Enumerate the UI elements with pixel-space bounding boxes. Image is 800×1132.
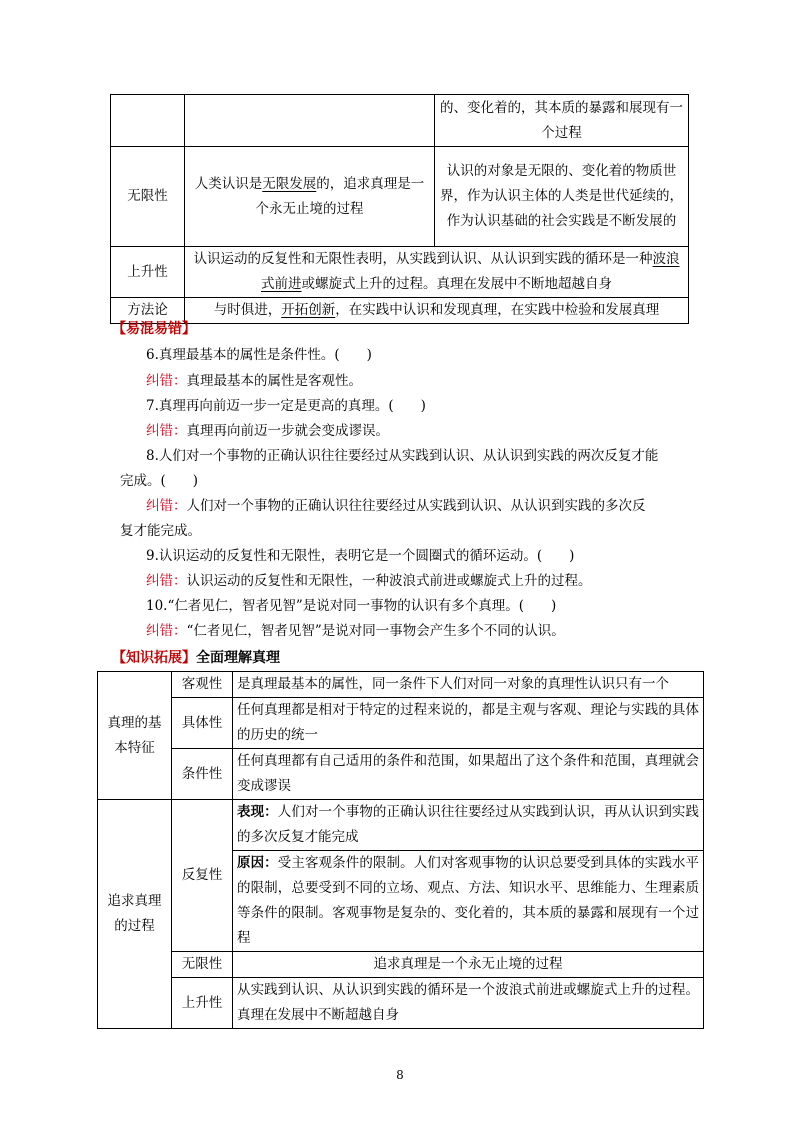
group-label: 追求真理的过程 — [98, 800, 172, 1029]
page-number: 8 — [396, 1068, 404, 1082]
correction-8-line1: 纠错：人们对一个事物的正确认识往往要经过从实践到认识、从认识到实践的多次反 — [146, 498, 646, 514]
question-7: 7.真理再向前迈一步一定是更高的真理。( ) — [146, 398, 426, 414]
table-cell: 任何真理都是相对于特定的过程来说的，都是主观与客观、理论与实践的具体的历史的统一 — [233, 698, 704, 749]
question-6: 6.真理最基本的属性是条件性。( ) — [146, 347, 372, 363]
table-cell: 从实践到认识、从认识到实践的循环是一个波浪式前进或螺旋式上升的过程。真理在发展中不断超越自身 — [233, 978, 704, 1029]
attr-label: 条件性 — [172, 749, 233, 800]
table-row — [111, 95, 689, 147]
section-heading-tuozhan: 【知识拓展】全面理解真理 — [112, 650, 280, 666]
table-row — [98, 952, 704, 978]
table-row — [98, 698, 704, 749]
question-10: 10.“仁者见仁，智者见智”是说对同一事物的认识有多个真理。( ) — [146, 598, 557, 614]
table-cell: 表现：人们对一个事物的正确认识往往要经过从实践到认识，再从认识到实践的多次反复才能完成 — [233, 800, 704, 851]
attr-label: 客观性 — [172, 672, 233, 698]
attr-label: 具体性 — [172, 698, 233, 749]
correction-8-line2: 复才能完成。 — [120, 523, 201, 539]
table-cell: 与时俱进，开拓创新，在实践中认识和发现真理，在实践中检验和发展真理 — [185, 298, 689, 324]
row-label: 上升性 — [111, 247, 185, 298]
question-9: 9.认识运动的反复性和无限性，表明它是一个圆圈式的循环运动。( ) — [146, 548, 575, 564]
table-cell: 人类认识是无限发展的，追求真理是一个永无止境的过程 — [185, 147, 435, 247]
group-label: 真理的基本特征 — [98, 672, 172, 800]
table-cell: 原因：受主客观条件的限制。人们对客观事物的认识总要受到具体的实践水平的限制，总要受到不同的立场、观点、方法、知识水平、思维能力、生理素质等条件的限制。客观事物是复杂的、变化着的，其本质的暴露和展现有一个过程 — [233, 851, 704, 952]
table-cell: 认识的对象是无限的、变化着的物质世界，作为认识主体的人类是世代延续的，作为认识基础的社会实践是不断发展的 — [435, 147, 689, 247]
table-cell: 是真理最基本的属性，同一条件下人们对同一对象的真理性认识只有一个 — [233, 672, 704, 698]
table-cell: 认识运动的反复性和无限性表明，从实践到认识、从认识到实践的循环是一种波浪式前进或螺旋式上升的过程。真理在发展中不断地超越自身 — [185, 247, 689, 298]
truth-understanding-table — [97, 671, 704, 1029]
table-row — [111, 147, 689, 247]
table-cell: 任何真理都有自己适用的条件和范围，如果超出了这个条件和范围，真理就会变成谬误 — [233, 749, 704, 800]
table-cell: 追求真理是一个永无止境的过程 — [233, 952, 704, 978]
table-row — [98, 672, 704, 698]
correction-6: 纠错：真理最基本的属性是客观性。 — [146, 373, 362, 389]
correction-7: 纠错：真理再向前迈一步就会变成谬误。 — [146, 423, 389, 439]
correction-9: 纠错：认识运动的反复性和无限性，一种波浪式前进或螺旋式上升的过程。 — [146, 573, 592, 589]
table-row — [98, 800, 704, 851]
attr-label: 反复性 — [172, 800, 233, 952]
table-row — [111, 298, 689, 324]
section-heading-yihun: 【易混易错】 — [112, 321, 196, 337]
correction-10: 纠错：“仁者见仁，智者见智”是说对同一事物会产生多个不同的认识。 — [146, 623, 565, 639]
row-label: 方法论 — [111, 298, 185, 324]
question-8-line2: 完成。( ) — [120, 473, 199, 489]
table-cell: 的、变化着的，其本质的暴露和展现有一个过程 — [435, 95, 689, 147]
truth-characteristics-table-continued — [110, 94, 689, 324]
table-row — [98, 978, 704, 1029]
table-row — [98, 749, 704, 800]
table-row — [111, 247, 689, 298]
attr-label: 上升性 — [172, 978, 233, 1029]
attr-label: 无限性 — [172, 952, 233, 978]
row-label: 无限性 — [111, 147, 185, 247]
question-8-line1: 8.人们对一个事物的正确认识往往要经过从实践到认识、从认识到实践的两次反复才能 — [146, 448, 659, 464]
